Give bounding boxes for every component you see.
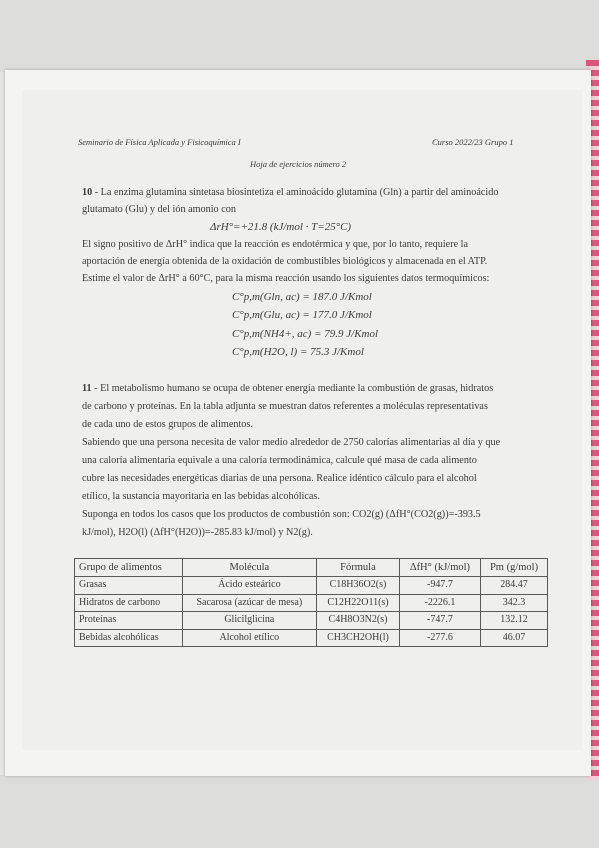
ex11-line6: cubre las necesidades energéticas diarias de una persona. Realice idéntico cálculo para el alcohol — [82, 473, 477, 484]
cell-formula: C4H8O3N2(s) — [317, 612, 400, 630]
cell-molar-mass: 342.3 — [481, 594, 548, 612]
ex10-line5: Estime el valor de ΔrH° a 60°C, para la misma reacción usando los siguientes datos termoquímicos: — [82, 273, 490, 284]
header-left: Seminario de Física Aplicada y Fisicoquímica I — [78, 137, 241, 147]
ex11-line2: de carbono y proteínas. En la tabla adjunta se muestran datos referentes a moléculas representativas — [82, 401, 488, 412]
cell-molecule: Glicilglicina — [182, 612, 316, 630]
ex11-line7: etílico, la sustancia mayoritaria en las bebidas alcohólicas. — [82, 491, 320, 502]
cell-molecule: Ácido esteárico — [182, 577, 316, 595]
cell-molecule: Alcohol etílico — [182, 629, 316, 647]
ex10-line1: 10 - La enzima glutamina sintetasa biosintetiza el aminoácido glutamina (Gln) a partir del aminoácido — [82, 187, 499, 198]
ex10-line4: aportación de energía obtenida de la oxidación de combustibles biológicos y almacenada en el ATP. — [82, 256, 488, 267]
cell-enthalpy: -747.7 — [399, 612, 480, 630]
cell-group: Bebidas alcohólicas — [75, 629, 183, 647]
cell-enthalpy: -2226.1 — [399, 594, 480, 612]
ex10-data-nh4: C°p,m(NH4+, ac) = 79.9 J/Kmol — [232, 328, 379, 340]
ex10-data-h2o: C°p,m(H2O, l) = 75.3 J/Kmol — [232, 346, 364, 358]
cell-group: Grasas — [75, 577, 183, 595]
ex11-line1: 11 - El metabolismo humano se ocupa de obtener energía mediante la combustión de grasas, hidratos — [82, 383, 494, 394]
cell-group: Proteínas — [75, 612, 183, 630]
ex10-number: 10 — [82, 187, 93, 198]
ex11-line3: de cada uno de estos grupos de alimentos. — [82, 419, 253, 430]
table-row — [75, 612, 548, 630]
ex10-line3: El signo positivo de ΔrH° indica que la reacción es endotérmica y que, por lo tanto, requiere la — [82, 239, 469, 250]
cell-formula: C12H22O11(s) — [317, 594, 400, 612]
ex11-number: 11 — [82, 383, 92, 394]
col-header-molecule: Molécula — [182, 559, 316, 577]
col-header-group: Grupo de alimentos — [75, 559, 183, 577]
ex10-data-glu: C°p,m(Glu, ac) = 177.0 J/Kmol — [232, 309, 372, 321]
ex10-equation: ΔrH°=+21.8 (kJ/mol · T=25°C) — [210, 221, 352, 233]
cell-molar-mass: 132.12 — [481, 612, 548, 630]
ex11-line9: kJ/mol), H2O(l) (ΔfH°(H2O))=-285.83 kJ/mol) y N2(g). — [82, 527, 313, 538]
table-header-row — [75, 559, 548, 577]
food-data-table — [74, 558, 548, 647]
cell-molecule: Sacarosa (azúcar de mesa) — [182, 594, 316, 612]
col-header-formula: Fórmula — [317, 559, 400, 577]
cell-enthalpy: -277.6 — [399, 629, 480, 647]
ex10-line2: glutamato (Glu) y del ión amonio con — [82, 204, 236, 215]
cell-group: Hidratos de carbono — [75, 594, 183, 612]
col-header-molar-mass: Pm (g/mol) — [481, 559, 548, 577]
header-center: Hoja de ejercicios número 2 — [250, 159, 347, 169]
table-row — [75, 594, 548, 612]
ex11-line5: una caloría alimentaria equivale a una caloría termodinámica, calcule qué masa de cada alimento — [82, 455, 477, 466]
col-header-enthalpy: ΔfH° (kJ/mol) — [399, 559, 480, 577]
cell-molar-mass: 284.47 — [481, 577, 548, 595]
ex10-data-gln: C°p,m(Gln, ac) = 187.0 J/Kmol — [232, 291, 372, 303]
table-row — [75, 629, 548, 647]
cell-enthalpy: -947.7 — [399, 577, 480, 595]
table-row — [75, 577, 548, 595]
header-right: Curso 2022/23 Grupo 1 — [432, 137, 514, 147]
cell-formula: CH3CH2OH(l) — [317, 629, 400, 647]
ex11-line8: Suponga en todos los casos que los productos de combustión son: CO2(g) (ΔfH°(CO2(g))=-393.5 — [82, 509, 481, 520]
cell-molar-mass: 46.07 — [481, 629, 548, 647]
cell-formula: C18H36O2(s) — [317, 577, 400, 595]
ex11-line4: Sabiendo que una persona necesita de valor medio alrededor de 2750 calorías alimentarias al día y que — [82, 437, 501, 448]
